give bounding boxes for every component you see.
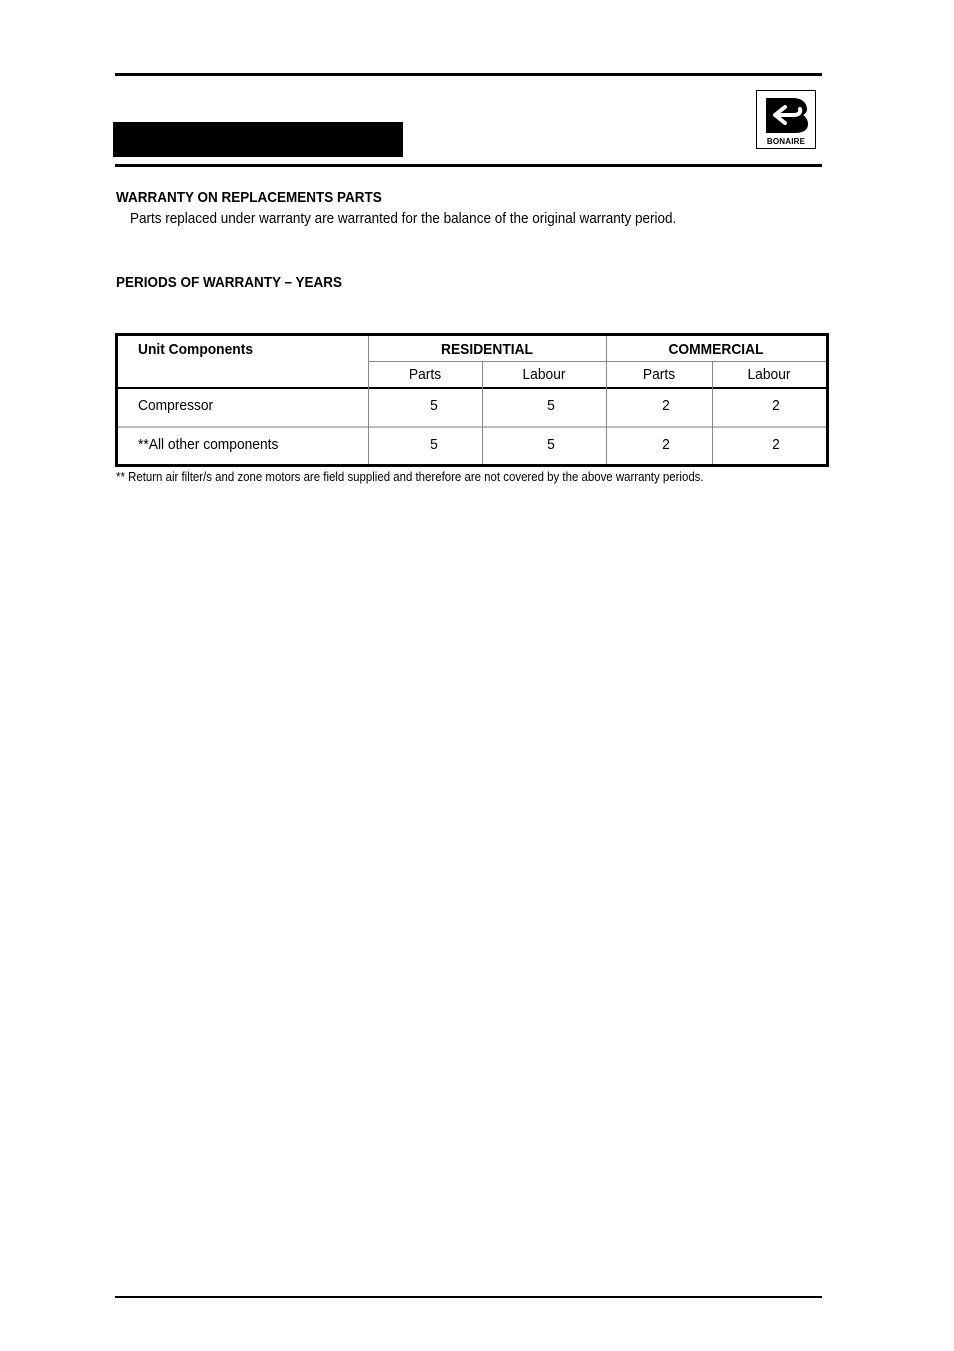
row-label-other-components: **All other components: [138, 436, 279, 453]
table-row-divider: [118, 426, 826, 428]
cell-other-res-parts: 5: [430, 436, 438, 453]
table-header-divider: [118, 387, 826, 389]
table-subheader-line: [368, 361, 826, 362]
replacement-parts-heading: WARRANTY ON REPLACEMENTS PARTS: [116, 189, 382, 206]
table-col-divider: [368, 336, 369, 464]
warranty-table: [115, 333, 829, 467]
cell-other-com-labour: 2: [772, 436, 780, 453]
cell-compressor-com-labour: 2: [772, 397, 780, 414]
subheader-commercial-parts: Parts: [642, 366, 676, 383]
header-residential: RESIDENTIAL: [440, 341, 533, 358]
row-label-compressor: Compressor: [138, 397, 214, 414]
redacted-title-bar: [113, 122, 403, 157]
warranty-footnote: ** Return air filter/s and zone motors are field supplied and therefore are not covered by the above warranty periods.: [116, 469, 704, 484]
header-top-rule: [115, 73, 822, 76]
footer-rule: [115, 1296, 822, 1298]
replacement-parts-text: Parts replaced under warranty are warranted for the balance of the original warranty period.: [130, 210, 677, 227]
cell-other-res-labour: 5: [547, 436, 555, 453]
cell-other-com-parts: 2: [662, 436, 670, 453]
bonaire-logo: [756, 90, 816, 149]
periods-heading: PERIODS OF WARRANTY – YEARS: [116, 274, 343, 291]
subheader-residential-parts: Parts: [408, 366, 442, 383]
cell-compressor-com-parts: 2: [662, 397, 670, 414]
header-unit-components: Unit Components: [138, 341, 253, 358]
subheader-commercial-labour: Labour: [747, 366, 791, 383]
header-commercial: COMMERCIAL: [668, 341, 764, 358]
bonaire-b-arrow-icon: [763, 96, 809, 134]
subheader-residential-labour: Labour: [522, 366, 566, 383]
logo-wordmark: BONAIRE: [766, 137, 806, 146]
cell-compressor-res-labour: 5: [547, 397, 555, 414]
cell-compressor-res-parts: 5: [430, 397, 438, 414]
header-bottom-rule: [115, 164, 822, 167]
